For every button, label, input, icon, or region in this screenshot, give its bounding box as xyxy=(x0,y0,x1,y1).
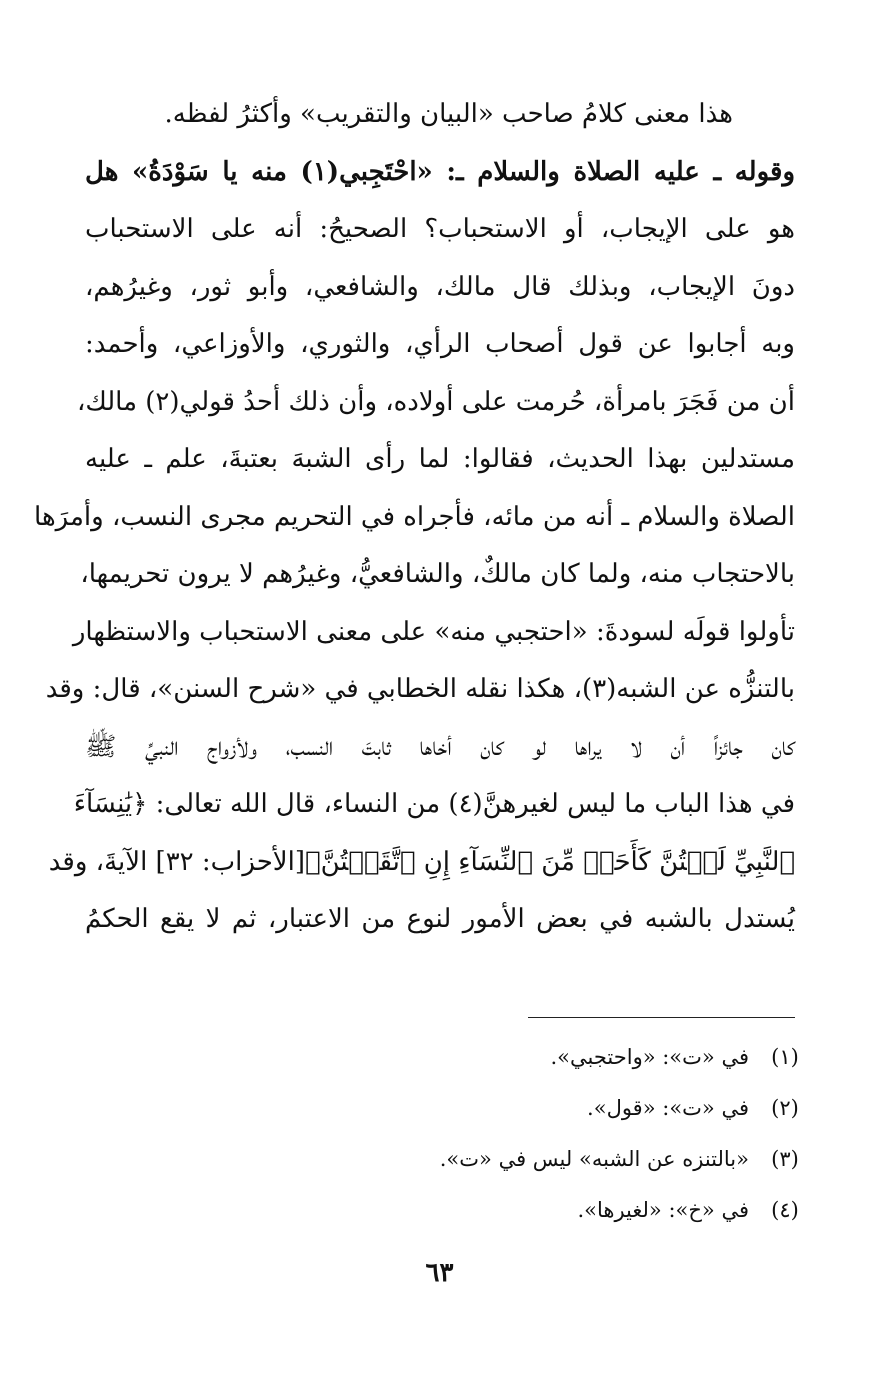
text-line: أن من فَجَرَ بامرأة، حُرمت على أولاده، وأن ذلك أحدُ قولي(٢) مالك، xyxy=(76,386,795,417)
text-line: هذا معنى كلامُ صاحب «البيان والتقريب» وأكثرُ لفظه. xyxy=(164,99,733,129)
footnote-number: (٤) xyxy=(771,1198,799,1222)
footnote-item xyxy=(249,1032,809,1083)
footnotes xyxy=(249,1032,809,1236)
footnote-text: في «ت»: «قول». xyxy=(587,1096,749,1120)
text-line: وبه أجابوا عن قول أصحاب الرأي، والثوري، والأوزاعي، وأحمد: xyxy=(85,329,795,359)
main-text-block xyxy=(34,86,796,949)
text-line: يُستدل بالشبه في بعض الأمور لنوع من الاعتبار، ثم لا يقع الحكمُ xyxy=(85,904,795,934)
text-line: مستدلين بهذا الحديث، فقالوا: لما رأى الشبهَ بعتبةَ، علم ـ عليه xyxy=(85,444,795,474)
text-line: بالاحتجاب منه، ولما كان مالكٌ، والشافعيُّ، وغيرُهم لا يرون تحريمها، xyxy=(80,559,795,589)
footnote-text: في «ت»: «واحتجبي». xyxy=(550,1045,749,1069)
text-line: تأولوا قولَه لسودةَ: «احتجبي منه» على معنى الاستحباب والاستظهار xyxy=(72,616,795,647)
footnote-text: «بالتنزه عن الشبه» ليس في «ت». xyxy=(439,1147,749,1171)
footnote-divider xyxy=(528,1017,795,1018)
text-line: الصلاة والسلام ـ أنه من مائه، فأجراه في التحريم مجرى النسب، وأمرَها xyxy=(34,501,795,532)
footnote-number: (١) xyxy=(771,1045,799,1069)
page-number: ٦٣ xyxy=(425,1258,454,1288)
text-line: وقوله ـ عليه الصلاة والسلام ـ: «احْتَجِبي(١) منه يا سَوْدَةُ» هل xyxy=(85,156,796,187)
text-line: كان جائزاً أن لا يراها لو كان أخاها ثابتَ النسب، ولأزواج النبيِّ ﷺ xyxy=(85,731,795,762)
text-line: هو على الإيجاب، أو الاستحباب؟ الصحيحُ: أنه على الاستحباب xyxy=(85,214,795,244)
footnote-item xyxy=(249,1185,809,1236)
text-line: دونَ الإيجاب، وبذلك قال مالك، والشافعي، وأبو ثور، وغيرُهم، xyxy=(85,271,795,302)
text-line: في هذا الباب ما ليس لغيرهنَّ(٤) من النساء، قال الله تعالى: ﴿يَٰنِسَآءَ xyxy=(73,789,795,819)
text-line: ٱلنَّبِيِّ لَسۡتُنَّ كَأَحَدٖ مِّنَ ٱلنِّسَآءِ إِنِ ٱتَّقَيۡتُنَّ﴾[الأحزاب: ٣٢] الآيةَ، وقد xyxy=(48,846,795,877)
footnote-item xyxy=(249,1083,809,1134)
text-line: بالتنزُّه عن الشبه(٣)، هكذا نقله الخطابي في «شرح السنن»، قال: وقد xyxy=(45,674,795,704)
footnote-number: (٢) xyxy=(771,1096,799,1120)
footnote-text: في «خ»: «لغيرها». xyxy=(577,1198,749,1222)
footnote-item xyxy=(249,1134,809,1185)
footnote-number: (٣) xyxy=(771,1147,799,1171)
